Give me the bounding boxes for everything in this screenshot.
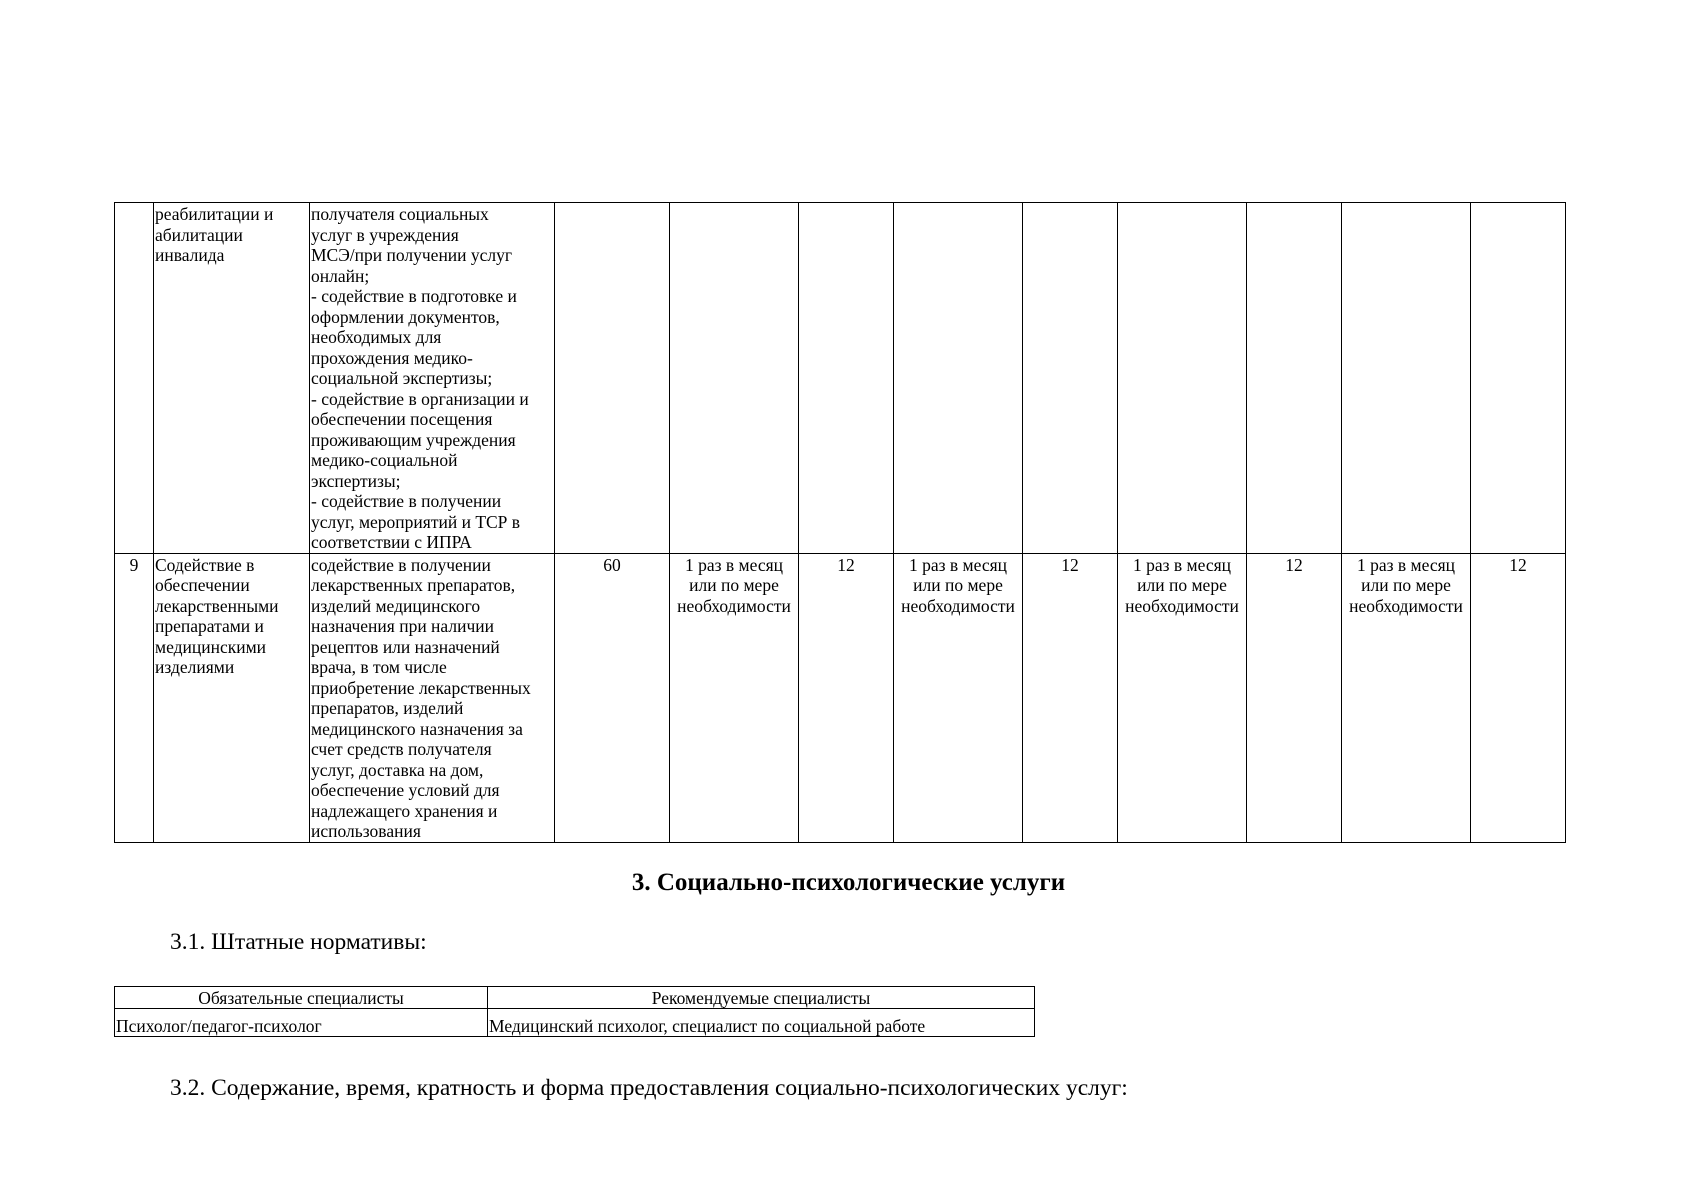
row-number	[115, 203, 154, 554]
count-cell: 12	[1247, 553, 1342, 842]
service-name: реабилитации и абилитации инвалида	[154, 203, 310, 554]
column-header: Рекомендуемые специалисты	[488, 987, 1035, 1009]
row-number: 9	[115, 553, 154, 842]
service-content: получателя социальных услуг в учреждения МСЭ/при получении услуг онлайн; - содействие в подготовке и оформлении документов, необходимых для прохождения медико- социальной экспертизы; - содействие в организации и обеспечении посещения проживающим учреждения медико-социальной экспертизы; - содействие в получении услуг, мероприятий и ТСР в соответствии с ИПРА	[310, 203, 555, 554]
frequency-cell	[1118, 203, 1247, 554]
count-cell: 12	[1471, 553, 1566, 842]
frequency-cell	[670, 203, 799, 554]
frequency-cell: 1 раз в месяц или по мере необходимости	[670, 553, 799, 842]
service-content: содействие в получении лекарственных препаратов, изделий медицинского назначения при наличии рецептов или назначений врача, в том числе приобретение лекарственных препаратов, изделий медицинского назначения за счет средств получателя услуг, доставка на дом, обеспечение условий для надлежащего хранения и использования	[310, 553, 555, 842]
count-cell	[1247, 203, 1342, 554]
frequency-cell	[894, 203, 1023, 554]
services-table	[114, 202, 1566, 843]
column-header: Обязательные специалисты	[115, 987, 488, 1009]
service-name: Содействие в обеспечении лекарственными препаратами и медицинскими изделиями	[154, 553, 310, 842]
service-time: 60	[555, 553, 670, 842]
count-cell: 12	[1023, 553, 1118, 842]
frequency-cell: 1 раз в месяц или по мере необходимости	[1118, 553, 1247, 842]
service-time	[555, 203, 670, 554]
section-title: 3. Социально-психологические услуги	[631, 869, 1066, 896]
table-row	[115, 553, 1566, 842]
frequency-cell: 1 раз в месяц или по мере необходимости	[894, 553, 1023, 842]
content-heading: 3.2. Содержание, время, кратность и форма предоставления социально-психологических услуг:	[170, 1075, 1128, 1101]
required-specialists: Психолог/педагог-психолог	[115, 1009, 488, 1037]
count-cell	[1023, 203, 1118, 554]
staff-table	[114, 986, 1035, 1037]
count-cell	[799, 203, 894, 554]
frequency-cell: 1 раз в месяц или по мере необходимости	[1342, 553, 1471, 842]
count-cell	[1471, 203, 1566, 554]
frequency-cell	[1342, 203, 1471, 554]
table-row	[115, 203, 1566, 554]
recommended-specialists: Медицинский психолог, специалист по социальной работе	[488, 1009, 1035, 1037]
staffing-heading: 3.1. Штатные нормативы:	[170, 929, 427, 955]
table-header-row	[115, 987, 1035, 1009]
count-cell: 12	[799, 553, 894, 842]
table-row	[115, 1009, 1035, 1037]
